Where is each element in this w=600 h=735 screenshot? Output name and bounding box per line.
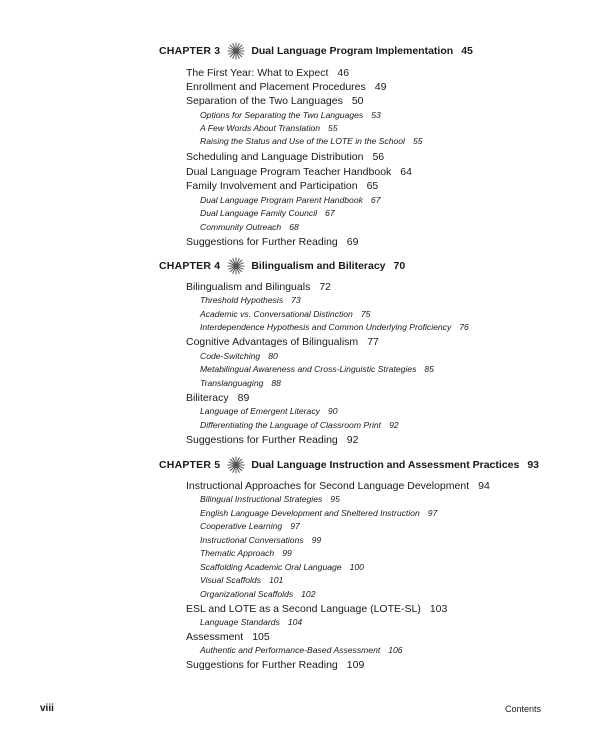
entry-page: 64 <box>400 166 412 178</box>
entry-page: 56 <box>372 151 385 163</box>
toc-entry[interactable] <box>186 660 364 671</box>
toc-subentry[interactable] <box>200 365 434 374</box>
chapter-label: CHAPTER 3 <box>159 45 221 57</box>
toc-subentry[interactable] <box>200 196 380 205</box>
toc-entry[interactable] <box>186 96 364 107</box>
asterisk-burst-icon <box>227 456 245 474</box>
entry-page: 103 <box>429 603 448 615</box>
entry-page: 77 <box>367 336 379 348</box>
entry-page: 69 <box>346 236 359 248</box>
entry-page: 53 <box>371 110 381 120</box>
toc-entry[interactable] <box>186 632 270 643</box>
entry-page: 109 <box>346 659 365 671</box>
entry-page: 99 <box>282 548 292 558</box>
entry-text: Suggestions for Further Reading <box>186 659 338 671</box>
toc-entry[interactable] <box>186 604 447 615</box>
entry-page: 92 <box>346 434 359 446</box>
entry-page: 104 <box>287 617 303 627</box>
toc-subentry[interactable] <box>200 495 340 504</box>
toc-subentry[interactable] <box>200 296 301 305</box>
entry-text: Biliteracy <box>186 392 229 404</box>
entry-text: Options for Separating the Two Languages <box>200 110 364 120</box>
chapter-title: Dual Language Program Implementation <box>251 45 454 57</box>
chapter-heading <box>159 42 473 60</box>
toc-subentry[interactable] <box>200 379 281 388</box>
toc-entry[interactable] <box>186 167 412 178</box>
entry-text: Academic vs. Conversational Distinction <box>200 309 353 319</box>
entry-page: 97 <box>290 521 300 531</box>
chapter-heading <box>159 257 405 275</box>
toc-subentry[interactable] <box>200 310 370 319</box>
entry-page: 101 <box>269 575 284 585</box>
toc-entry[interactable] <box>186 282 331 293</box>
entry-text: English Language Development and Sheltered Instruction <box>200 508 420 518</box>
toc-subentry[interactable] <box>200 223 299 232</box>
entry-text: The First Year: What to Expect <box>186 67 329 79</box>
entry-page: 50 <box>351 95 364 107</box>
chapter-page: 70 <box>393 260 406 272</box>
entry-text: Thematic Approach <box>200 548 275 558</box>
entry-text: Community Outreach <box>200 222 282 232</box>
entry-text: Dual Language Program Teacher Handbook <box>186 166 392 178</box>
toc-entry[interactable] <box>186 152 384 163</box>
entry-page: 65 <box>366 180 379 192</box>
entry-text: Organizational Scaffolds <box>200 589 294 599</box>
toc-subentry[interactable] <box>200 124 338 133</box>
entry-text: Visual Scaffolds <box>200 575 261 585</box>
entry-page: 73 <box>291 295 301 305</box>
entry-page: 67 <box>325 208 335 218</box>
entry-page: 46 <box>337 67 350 79</box>
chapter-label: CHAPTER 5 <box>159 459 221 471</box>
entry-text: Raising the Status and Use of the LOTE in the School <box>200 136 405 146</box>
entry-text: Scheduling and Language Distribution <box>186 151 364 163</box>
entry-text: Enrollment and Placement Procedures <box>186 81 366 93</box>
entry-text: Suggestions for Further Reading <box>186 434 338 446</box>
entry-text: Language of Emergent Literacy <box>200 406 320 416</box>
chapter-label: CHAPTER 4 <box>159 260 221 272</box>
toc-subentry[interactable] <box>200 522 300 531</box>
chapter-page: 93 <box>527 459 540 471</box>
entry-text: Instructional Conversations <box>200 535 304 545</box>
entry-text: Dual Language Family Council <box>200 208 318 218</box>
toc-subentry[interactable] <box>200 576 283 585</box>
toc-entry[interactable] <box>186 181 378 192</box>
entry-page: 92 <box>389 420 399 430</box>
entry-page: 55 <box>412 136 423 146</box>
toc-subentry[interactable] <box>200 209 335 218</box>
toc-subentry[interactable] <box>200 646 403 655</box>
toc-entry[interactable] <box>186 68 349 79</box>
entry-text: Dual Language Program Parent Handbook <box>200 195 363 205</box>
entry-text: Scaffolding Academic Oral Language <box>200 562 342 572</box>
entry-text: Family Involvement and Participation <box>186 180 358 192</box>
entry-text: Interdependence Hypothesis and Common Underlying Proficiency <box>200 322 452 332</box>
entry-text: Bilingual Instructional Strategies <box>200 494 323 504</box>
chapter-heading <box>159 456 539 474</box>
entry-text: Separation of the Two Languages <box>186 95 343 107</box>
entry-text: Instructional Approaches for Second Language Development <box>186 480 470 492</box>
entry-page: 95 <box>330 494 340 504</box>
toc-subentry[interactable] <box>200 536 321 545</box>
chapter-title: Dual Language Instruction and Assessment Practices <box>251 459 520 471</box>
entry-text: Differentiating the Language of Classroom Print <box>200 420 382 430</box>
asterisk-burst-icon <box>227 257 245 275</box>
toc-entry[interactable] <box>186 393 249 404</box>
toc-subentry[interactable] <box>200 618 302 627</box>
toc-subentry[interactable] <box>200 323 469 332</box>
entry-page: 89 <box>237 392 250 404</box>
entry-text: Bilingualism and Bilinguals <box>186 281 311 293</box>
entry-page: 97 <box>427 508 438 518</box>
entry-page: 90 <box>327 406 338 416</box>
chapter-title: Bilingualism and Biliteracy <box>251 260 386 272</box>
entry-page: 80 <box>268 351 278 361</box>
toc-entry[interactable] <box>186 82 386 93</box>
entry-page: 100 <box>349 562 364 572</box>
page-number: viii <box>40 703 54 714</box>
entry-page: 75 <box>360 309 371 319</box>
entry-text: Authentic and Performance-Based Assessment <box>200 645 381 655</box>
entry-text: Cognitive Advantages of Bilingualism <box>186 336 359 348</box>
toc-subentry[interactable] <box>200 563 364 572</box>
entry-text: Assessment <box>186 631 244 643</box>
entry-page: 99 <box>311 535 322 545</box>
toc-subentry[interactable] <box>200 111 381 120</box>
toc-entry[interactable] <box>186 337 379 348</box>
entry-page: 68 <box>289 222 299 232</box>
entry-text: Metabilingual Awareness and Cross-Linguistic Strategies <box>200 364 417 374</box>
entry-page: 85 <box>424 364 434 374</box>
entry-page: 67 <box>370 195 381 205</box>
running-title: Contents <box>505 704 542 714</box>
toc-entry[interactable] <box>186 237 358 248</box>
entry-text: Threshold Hypothesis <box>200 295 284 305</box>
entry-text: Language Standards <box>200 617 280 627</box>
entry-page: 102 <box>301 589 316 599</box>
chapter-page: 45 <box>461 45 473 57</box>
entry-page: 49 <box>374 81 387 93</box>
toc-subentry[interactable] <box>200 407 337 416</box>
entry-page: 55 <box>328 123 338 133</box>
entry-text: Code-Switching <box>200 351 261 361</box>
toc-subentry[interactable] <box>200 590 316 599</box>
entry-text: Cooperative Learning <box>200 521 283 531</box>
entry-text: A Few Words About Translation <box>200 123 321 133</box>
entry-page: 72 <box>319 281 332 293</box>
toc-subentry[interactable] <box>200 421 399 430</box>
toc-subentry[interactable] <box>200 137 423 146</box>
entry-page: 105 <box>252 631 270 643</box>
entry-page: 106 <box>388 645 403 655</box>
entry-page: 94 <box>478 480 490 492</box>
asterisk-burst-icon <box>227 42 245 60</box>
toc-subentry[interactable] <box>200 549 292 558</box>
toc-entry[interactable] <box>186 435 358 446</box>
entry-text: ESL and LOTE as a Second Language (LOTE-SL) <box>186 603 421 615</box>
entry-text: Suggestions for Further Reading <box>186 236 338 248</box>
entry-page: 76 <box>459 322 469 332</box>
toc-subentry[interactable] <box>200 352 278 361</box>
entry-page: 88 <box>271 378 281 388</box>
toc-subentry[interactable] <box>200 509 437 518</box>
entry-text: Translanguaging <box>200 378 264 388</box>
toc-entry[interactable] <box>186 481 490 492</box>
